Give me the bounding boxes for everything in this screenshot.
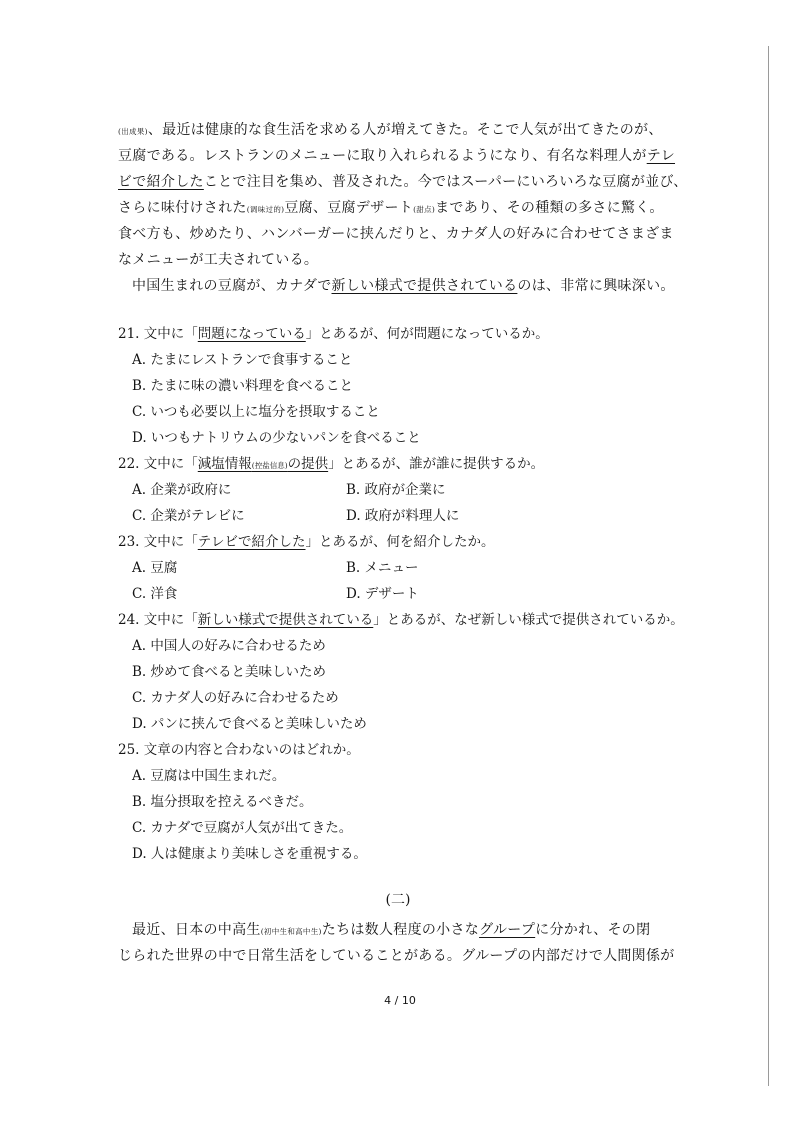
- annotation-note: (出成果): [118, 127, 148, 136]
- option-c: C. カナダ人の好みに合わせるため: [132, 690, 339, 706]
- underlined-phrase: 新しい様式で提供されている: [197, 612, 374, 628]
- page-edge-line: [768, 46, 769, 1086]
- annotation-note: (初中生和高中生): [260, 927, 322, 936]
- option-row: [118, 503, 678, 529]
- option-d: D. デザート: [346, 586, 419, 602]
- passage: [118, 117, 688, 299]
- question-23: [118, 529, 678, 607]
- underlined-phrase: の提供: [287, 456, 329, 472]
- passage-line-1: [118, 117, 678, 143]
- annotation-note: (调味过的): [246, 205, 285, 214]
- passage-text: 最近、日本の中高生: [132, 922, 261, 938]
- passage-2: [118, 917, 678, 969]
- question-text: 24. 文中に「: [118, 612, 198, 628]
- passage-line-6: [118, 247, 678, 273]
- question-text: 23. 文中に「: [118, 534, 198, 550]
- option-d: D. いつもナトリウムの少ないパンを食べること: [132, 430, 421, 446]
- underlined-phrase: テレビで紹介した: [197, 534, 306, 550]
- section-title: (二): [385, 892, 411, 908]
- option-row: [118, 581, 678, 607]
- passage-text: 豆腐、豆腐デザート: [284, 200, 414, 216]
- question-22: [118, 451, 678, 529]
- passage-line-4: [118, 195, 678, 221]
- exam-page: [118, 117, 688, 969]
- underlined-phrase: 減塩情報: [197, 456, 252, 472]
- option-a: A. 中国人の好みに合わせるため: [132, 638, 326, 654]
- option-b: B. メニュー: [346, 560, 419, 576]
- underlined-phrase: テレ: [646, 148, 676, 164]
- question-text: 」とあるが、誰が誰に提供するか。: [328, 456, 545, 472]
- question-title: [118, 451, 678, 477]
- passage-text: なメニューが工夫されている。: [118, 252, 319, 268]
- underlined-phrase: 新しい様式で提供されている: [331, 278, 518, 294]
- option-a: A. 企業が政府に: [132, 482, 232, 498]
- question-title: [118, 607, 684, 633]
- question-text: 22. 文中に「: [118, 456, 198, 472]
- option-c: C. 洋食: [132, 586, 178, 602]
- underlined-phrase: 問題になっている: [197, 326, 306, 342]
- question-text: 」とあるが、なぜ新しい様式で提供されているか。: [373, 612, 684, 628]
- option-d: D. パンに挟んで食べると美味しいため: [132, 716, 367, 732]
- passage-line-2: [118, 143, 678, 169]
- question-21: [118, 321, 678, 451]
- underlined-phrase: グループ: [479, 922, 536, 938]
- option-b: B. 政府が企業に: [346, 482, 446, 498]
- question-24: [118, 607, 684, 737]
- option-row: [118, 555, 678, 581]
- question-text: 」とあるが、何が問題になっているか。: [305, 326, 549, 342]
- option-b: B. たまに味の濃い料理を食べること: [132, 378, 354, 394]
- passage-text: 、最近は健康的な食生活を求める人が増えてきた。そこで人気が出てきたのが、: [147, 122, 663, 138]
- option-c: C. いつも必要以上に塩分を摂取すること: [132, 404, 380, 420]
- passage-line-3: [118, 169, 688, 195]
- page-number: 4 / 10: [384, 994, 416, 1007]
- passage-2-line-1: [118, 917, 678, 943]
- question-25: [118, 737, 678, 867]
- option-c: C. カナダで豆腐が人気が出てきた。: [132, 820, 353, 836]
- annotation-note: (甜点): [413, 205, 436, 214]
- question-title: [118, 321, 678, 347]
- passage-text: ことで注目を集め、普及された。今ではスーパーにいろいろな豆腐が並び、: [203, 174, 688, 190]
- option-row: [118, 477, 678, 503]
- option-d: D. 政府が料理人に: [346, 508, 460, 524]
- option-b: B. 炒めて食べると美味しいため: [132, 664, 327, 680]
- annotation-note: (控盐信息): [251, 461, 288, 470]
- question-text: 」とあるが、何を紹介したか。: [305, 534, 495, 550]
- underlined-phrase: ビで紹介した: [118, 174, 204, 190]
- question-title: [118, 529, 678, 555]
- spacer: [118, 299, 678, 321]
- question-title: 25. 文章の内容と合わないのはどれか。: [118, 742, 360, 758]
- passage-2-line-2: [118, 943, 678, 969]
- option-a: A. 豆腐は中国生まれだ。: [132, 768, 286, 784]
- passage-text: 食べ方も、炒めたり、ハンバーガーに挟んだりと、カナダ人の好みに合わせてさまざま: [118, 226, 674, 242]
- option-a: A. たまにレストランで食事すること: [132, 352, 353, 368]
- passage-text: のは、非常に興味深い。: [517, 278, 675, 294]
- option-c: C. 企業がテレビに: [132, 508, 245, 524]
- option-d: D. 人は健康より美味しさを重視する。: [132, 846, 367, 862]
- passage-text: 豆腐である。レストランのメニューに取り入れられるようになり、有名な料理人が: [118, 148, 647, 164]
- passage-text: たちは数人程度の小さな: [321, 922, 480, 938]
- option-b: B. 塩分摂取を控えるべきだ。: [132, 794, 313, 810]
- question-text: 21. 文中に「: [118, 326, 198, 342]
- passage-line-7: [118, 273, 678, 299]
- passage-text: に分かれ、その閉: [535, 922, 651, 938]
- passage-text: さらに味付けされた: [118, 200, 247, 216]
- passage-text: 中国生まれの豆腐が、カナダで: [132, 278, 332, 294]
- option-a: A. 豆腐: [132, 560, 178, 576]
- passage-line-5: [118, 221, 678, 247]
- passage-text: まであり、その種類の多さに驚く。: [435, 200, 664, 216]
- passage-text: じられた世界の中で日常生活をしていることがある。グループの内部だけで人間関係が: [118, 948, 675, 964]
